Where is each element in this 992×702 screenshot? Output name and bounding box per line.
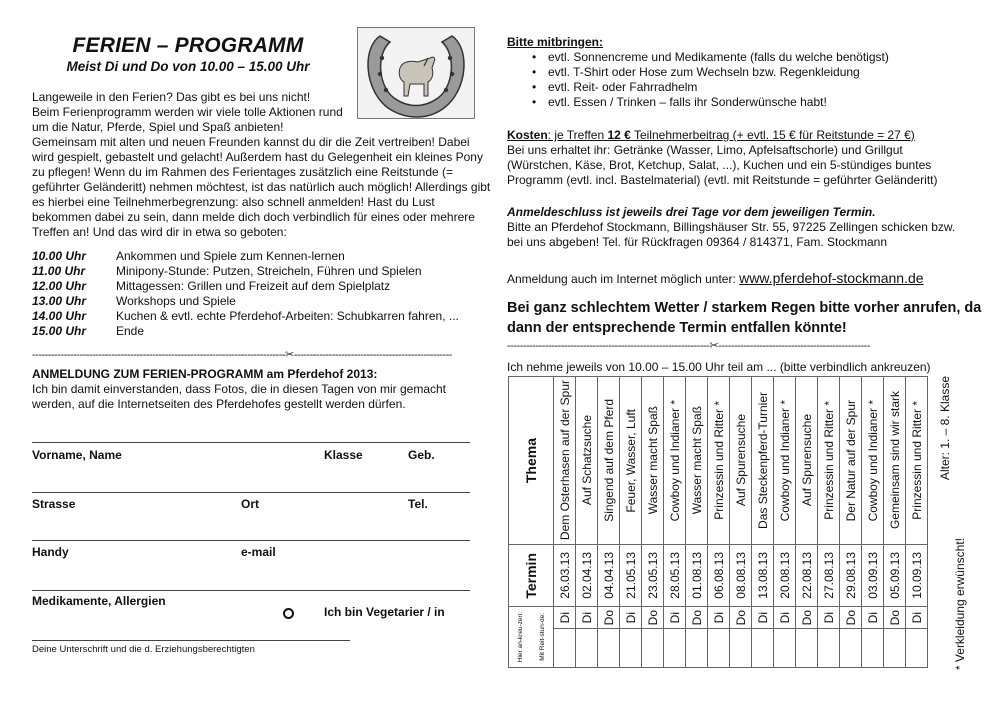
termin-date: 02.04.13 xyxy=(579,552,594,599)
schedule-activity: Workshops und Spiele xyxy=(116,294,236,308)
photo-consent-text: Ich bin damit einverstanden, dass Fotos, die in diesen Tagen von mir gemacht werden, auf die Internetseiten des Pferdehofes gestellt werden dürfen. xyxy=(32,382,447,411)
thema: Gemeinsam sind wir stark xyxy=(887,391,902,530)
deadline-heading: Anmeldeschluss ist jeweils drei Tage vor dem jeweiligen Termin. xyxy=(507,205,876,219)
checkbox-cell[interactable] xyxy=(730,629,752,668)
termin-date-cell xyxy=(642,545,664,607)
costs-text: : je Treffen xyxy=(547,128,608,142)
phone-field-label: Tel. xyxy=(408,497,428,511)
termin-day: Di xyxy=(865,612,880,624)
deadline-section xyxy=(507,205,955,250)
schedule-activity: Minipony-Stunde: Putzen, Streicheln, Führen und Spielen xyxy=(116,264,422,278)
schedule-activity: Ankommen und Spiele zum Kennen-lernen xyxy=(116,249,345,263)
thema-cell xyxy=(774,377,796,545)
termin-day: Do xyxy=(733,610,748,626)
termin-date-cell xyxy=(774,545,796,607)
termin-day-cell xyxy=(774,607,796,629)
thema: Singend auf dem Pferd xyxy=(601,399,616,522)
internet-text: Anmeldung auch im Internet möglich unter: xyxy=(507,272,740,286)
termin-date: 06.08.13 xyxy=(711,552,726,599)
schedule-activity: Mittagessen: Grillen und Freizeit auf dem Spielplatz xyxy=(116,279,391,293)
termin-date-cell xyxy=(906,545,928,607)
costume-note: * Verkleidung erwünscht! xyxy=(952,538,967,671)
thema-cell xyxy=(730,377,752,545)
schedule-row xyxy=(32,249,459,264)
cut-line-right: ----------------------------------------------------------------✂------------------------------------------------ xyxy=(507,340,870,352)
checkbox-cell[interactable] xyxy=(554,629,576,668)
schedule-row xyxy=(32,309,459,324)
email-field-label: e-mail xyxy=(241,545,276,559)
termin-day-cell xyxy=(642,607,664,629)
termin-header xyxy=(509,545,554,607)
checkbox-cell[interactable] xyxy=(642,629,664,668)
weather-notice xyxy=(507,298,981,338)
intro-line: zu pflegen! Wenn du im Rahmen des Ferientages zusätzlich eine Reitstunde (= xyxy=(32,165,454,179)
thema: Cowboy und Indianer * xyxy=(667,399,682,522)
termin-day: Di xyxy=(579,612,594,624)
name-field-label: Vorname, Name xyxy=(32,448,122,462)
mobile-field-label: Handy xyxy=(32,545,69,559)
registration-title: ANMELDUNG ZUM FERIEN-PROGRAMM am Pferdehof 2013: xyxy=(32,367,378,381)
thema: Prinzessin und Ritter * xyxy=(711,401,726,520)
schedule-time: 10.00 Uhr xyxy=(32,249,87,263)
intro-line: geführter Geländeritt) nehmen möchtest, ist das natürlich auch möglich! Allerdings gibt xyxy=(32,180,491,194)
thema-cell xyxy=(554,377,576,545)
intro-text xyxy=(32,90,491,240)
termin-date: 21.05.13 xyxy=(623,552,638,599)
website-link[interactable]: www.pferdehof-stockmann.de xyxy=(739,270,924,286)
termin-date: 01.08.13 xyxy=(689,552,704,599)
bring-along-list xyxy=(528,50,889,110)
medication-field-label: Medikamente, Allergien xyxy=(32,594,166,608)
checkbox-cell[interactable] xyxy=(884,629,906,668)
participation-instruction: Ich nehme jeweils von 10.00 – 15.00 Uhr teil am ... (bitte verbindlich ankreuzen) xyxy=(507,360,931,374)
page-title: FERIEN – PROGRAMM xyxy=(72,34,304,57)
deadline-line: Bitte an Pferdehof Stockmann, Billingshäuser Str. 55, 97225 Zellingen schicken bzw. xyxy=(507,220,956,234)
termin-date: 27.08.13 xyxy=(821,552,836,599)
schedule-time: 12.00 Uhr xyxy=(32,279,87,293)
vegetarian-radio[interactable] xyxy=(283,608,294,619)
termin-day-cell xyxy=(576,607,598,629)
thema-cell xyxy=(686,377,708,545)
termin-day: Do xyxy=(689,610,704,626)
schedule-time: 15.00 Uhr xyxy=(32,324,87,338)
day-row xyxy=(509,607,944,629)
cut-line-left: --------------------------------------------------------------------------------✂-------------------------------------------------- xyxy=(32,349,452,361)
checkbox-cell[interactable] xyxy=(840,629,862,668)
thema: Cowboy und Indianer * xyxy=(865,399,880,522)
termin-day-cell xyxy=(906,607,928,629)
schedule-activity: Ende xyxy=(116,324,145,338)
internet-registration xyxy=(507,270,924,286)
termin-date: 20.08.13 xyxy=(777,552,792,599)
list-item: • evtl. Essen / Trinken – falls ihr Sonderwünsche habt! xyxy=(528,95,889,110)
costs-line xyxy=(507,128,967,143)
form-line xyxy=(32,442,470,443)
costume-note-cell xyxy=(952,538,967,670)
costs-detail-line: Bei uns erhaltet ihr: Getränke (Wasser, Limo, Apfelsaftschorle) und Grillgut xyxy=(507,143,903,157)
termin-date: 13.08.13 xyxy=(755,552,770,599)
intro-line: bekommen dabei zu sein, dann melde dich doch verbindlich für eines oder mehrere xyxy=(32,210,475,224)
termin-date: 04.04.13 xyxy=(601,552,616,599)
checkbox-cell[interactable] xyxy=(664,629,686,668)
costs-section xyxy=(507,128,967,188)
termin-day-cell xyxy=(796,607,818,629)
termin-date-cell xyxy=(862,545,884,607)
checkbox-cell[interactable] xyxy=(752,629,774,668)
termin-date-cell xyxy=(818,545,840,607)
bring-along-heading: Bitte mitbringen: xyxy=(507,35,603,49)
termin-label: Termin xyxy=(523,552,539,599)
termin-date-cell xyxy=(664,545,686,607)
termin-date-cell xyxy=(708,545,730,607)
intro-line: es hierbei eine Teilnehmerbegrenzung: also schnell anmelden! Hast du Lust xyxy=(32,195,435,209)
thema: Der Natur auf der Spur xyxy=(843,399,858,522)
termin-day: Di xyxy=(755,612,770,624)
termin-day-cell xyxy=(884,607,906,629)
termin-date: 23.05.13 xyxy=(645,552,660,599)
thema-cell xyxy=(818,377,840,545)
termin-date: 29.08.13 xyxy=(843,552,858,599)
termin-day: Di xyxy=(623,612,638,624)
termin-date-cell xyxy=(686,545,708,607)
termin-date-cell xyxy=(730,545,752,607)
termin-date-cell xyxy=(598,545,620,607)
termin-day-cell xyxy=(818,607,840,629)
schedule-row xyxy=(32,294,459,309)
thema-cell xyxy=(642,377,664,545)
schedule xyxy=(32,249,459,339)
thema-label: Thema xyxy=(523,437,539,484)
deadline-line: bei uns abgeben! Tel. für Rückfragen 09364 / 814371, Fam. Stockmann xyxy=(507,235,888,249)
thema-cell xyxy=(884,377,906,545)
termin-date-cell xyxy=(620,545,642,607)
termin-date: 28.05.13 xyxy=(667,552,682,599)
list-item: • evtl. Sonnencreme und Medikamente (falls du welche benötigst) xyxy=(528,50,889,65)
form-line xyxy=(32,540,470,541)
termin-day: Di xyxy=(777,612,792,624)
thema: Wasser macht Spaß xyxy=(645,406,660,515)
age-note: Alter: 1. – 8. Klasse xyxy=(937,376,952,481)
termin-day: Do xyxy=(843,610,858,626)
checkbox-row xyxy=(509,629,944,668)
termin-date: 26.03.13 xyxy=(557,552,572,599)
schedule-time: 13.00 Uhr xyxy=(32,294,87,308)
weather-line: dann der entsprechende Termin entfallen könnte! xyxy=(507,320,847,336)
thema-cell xyxy=(664,377,686,545)
termin-day-cell xyxy=(598,607,620,629)
thema-cell xyxy=(708,377,730,545)
list-item: • evtl. T-Shirt oder Hose zum Wechseln bzw. Regenkleidung xyxy=(528,65,889,80)
termin-date-cell xyxy=(796,545,818,607)
intro-line: Treffen an! Und das wird dir in etwa so geboten: xyxy=(32,225,287,239)
termin-date-cell xyxy=(576,545,598,607)
termin-date-cell xyxy=(752,545,774,607)
birthdate-field-label: Geb. xyxy=(408,448,435,462)
termin-date-cell xyxy=(884,545,906,607)
riding-column-label: Mit Reit-stun-de: xyxy=(538,613,546,661)
termin-day: Do xyxy=(601,610,616,626)
checkbox-cell[interactable] xyxy=(906,629,928,668)
intro-line: Langeweile in den Ferien? Das gibt es bei uns nicht! xyxy=(32,90,311,104)
termin-day: Di xyxy=(667,612,682,624)
thema-cell xyxy=(598,377,620,545)
termin-date: 03.09.13 xyxy=(865,552,880,599)
termin-day-cell xyxy=(686,607,708,629)
termin-day-cell xyxy=(620,607,642,629)
schedule-time: 11.00 Uhr xyxy=(32,264,86,278)
termin-day-cell xyxy=(554,607,576,629)
signature-line[interactable] xyxy=(32,640,350,641)
termin-date: 08.08.13 xyxy=(733,552,748,599)
termin-day-cell xyxy=(664,607,686,629)
costs-detail-line: (Würstchen, Käse, Brot, Ketchup, Salat, ...), Kuchen und ein 5-stündiges buntes xyxy=(507,158,932,172)
termin-day: Do xyxy=(887,610,902,626)
street-field-label: Strasse xyxy=(32,497,76,511)
thema-cell xyxy=(576,377,598,545)
schedule-row xyxy=(32,264,459,279)
checkbox-cell[interactable] xyxy=(620,629,642,668)
checkbox-column-label: Hier an-kreu-zen: xyxy=(516,611,524,663)
termin-day-cell xyxy=(862,607,884,629)
checkbox-cell[interactable] xyxy=(708,629,730,668)
signature-label: Deine Unterschrift und die d. Erziehungsberechtigten xyxy=(32,644,255,655)
costs-price: 12 € xyxy=(607,128,631,142)
checkbox-cell[interactable] xyxy=(686,629,708,668)
schedule-row xyxy=(32,279,459,294)
thema: Wasser macht Spaß xyxy=(689,406,704,515)
termin-row xyxy=(509,545,944,607)
termin-day-cell xyxy=(840,607,862,629)
thema: Cowboy und Indianer * xyxy=(777,399,792,522)
checkbox-cell[interactable] xyxy=(576,629,598,668)
thema-cell xyxy=(752,377,774,545)
weather-line: Bei ganz schlechtem Wetter / starkem Regen bitte vorher anrufen, da xyxy=(507,300,982,316)
checkbox-cell[interactable] xyxy=(774,629,796,668)
termin-day: Di xyxy=(711,612,726,624)
termin-date: 22.08.13 xyxy=(799,552,814,599)
schedule-time: 14.00 Uhr xyxy=(32,309,87,323)
termin-date: 05.09.13 xyxy=(887,552,902,599)
termin-date-cell xyxy=(554,545,576,607)
schedule-row xyxy=(32,324,459,339)
intro-line: wird gespielt, gebastelt und gelacht! Außerdem hast du Gelegenheit ein kleines Pony xyxy=(32,150,483,164)
termin-day: Do xyxy=(645,610,660,626)
checkbox-cell[interactable] xyxy=(818,629,840,668)
termin-day: Di xyxy=(557,612,572,624)
costs-label: Kosten xyxy=(507,128,548,142)
termin-date: 10.09.13 xyxy=(909,552,924,599)
termin-day-cell xyxy=(752,607,774,629)
intro-line: Gemeinsam mit alten und neuen Freunden kannst du dir die Zeit vertreiben! Dabei xyxy=(32,135,470,149)
thema: Prinzessin und Ritter * xyxy=(909,401,924,520)
vegetarian-label: Ich bin Vegetarier / in xyxy=(324,605,445,619)
intro-line: um die Natur, Pferde, Spiel und Spaß anbieten! xyxy=(32,120,284,134)
thema-cell xyxy=(840,377,862,545)
page-subtitle: Meist Di und Do von 10.00 – 15.00 Uhr xyxy=(66,59,310,74)
thema: Auf Spurensuche xyxy=(799,414,814,507)
termin-day: Di xyxy=(909,612,924,624)
intro-line: Beim Ferienprogramm werden wir viele tolle Aktionen rund xyxy=(32,105,343,119)
costs-detail-line: Programm (evtl. incl. Bastelmaterial) (evtl. mit Reitstunde = geführter Geländeritt) xyxy=(507,173,938,187)
thema-header xyxy=(509,377,554,545)
termin-day-cell xyxy=(708,607,730,629)
dates-table xyxy=(508,376,943,668)
form-line xyxy=(32,590,470,591)
thema-row xyxy=(509,377,944,545)
thema: Auf Schatzsuche xyxy=(579,415,594,506)
thema: Dem Osterhasen auf der Spur xyxy=(557,380,572,541)
thema: Das Steckenpferd-Turnier xyxy=(755,392,770,529)
class-field-label: Klasse xyxy=(324,448,363,462)
termin-day: Do xyxy=(799,610,814,626)
termin-day: Di xyxy=(821,612,836,624)
schedule-activity: Kuchen & evtl. echte Pferdehof-Arbeiten: Schubkarren fahren, ... xyxy=(116,309,459,323)
termin-day-cell xyxy=(730,607,752,629)
age-note-cell xyxy=(937,376,952,480)
thema: Feuer, Wasser, Luft xyxy=(623,408,638,513)
form-line xyxy=(32,492,470,493)
list-item: • evtl. Reit- oder Fahrradhelm xyxy=(528,80,889,95)
checkbox-cell[interactable] xyxy=(862,629,884,668)
thema: Auf Spurensuche xyxy=(733,414,748,507)
thema-cell xyxy=(620,377,642,545)
checkbox-cell[interactable] xyxy=(796,629,818,668)
checkbox-cell[interactable] xyxy=(598,629,620,668)
termin-date-cell xyxy=(840,545,862,607)
thema-cell xyxy=(906,377,928,545)
costs-text-extra: Teilnehmerbeitrag (+ evtl. 15 € für Reitstunde = 27 €) xyxy=(630,128,915,142)
thema-cell xyxy=(796,377,818,545)
thema-cell xyxy=(862,377,884,545)
city-field-label: Ort xyxy=(241,497,259,511)
thema: Prinzessin und Ritter * xyxy=(821,401,836,520)
mini-labels-cell xyxy=(509,607,554,668)
